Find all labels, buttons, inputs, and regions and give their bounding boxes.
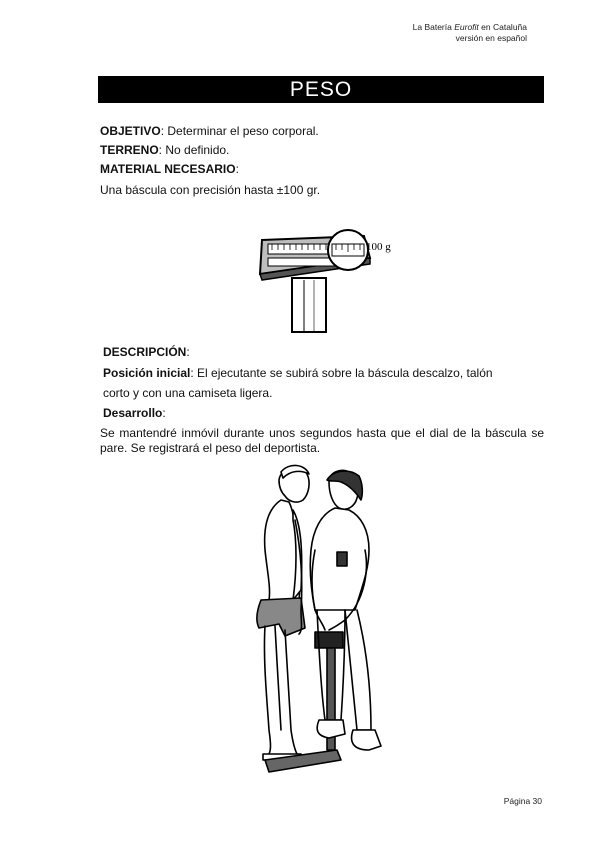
- desarrollo-label: Desarrollo: [103, 406, 163, 420]
- posicion-line: Posición inicial: El ejecutante se subirá sobre la báscula descalzo, talón: [103, 366, 493, 380]
- terreno-value: : No definido.: [158, 143, 230, 157]
- desarrollo-line-1: Se mantendré inmóvil durante unos segundos hasta que el dial de la báscula se: [100, 426, 544, 440]
- objetivo-line: [100, 124, 319, 138]
- descripcion-heading: DESCRIPCIÓN:: [103, 345, 190, 359]
- desarrollo-heading: Desarrollo:: [103, 406, 166, 420]
- header-line-1: La Batería Eurofit en Cataluña: [412, 22, 527, 32]
- desarrollo-paragraph: [100, 426, 544, 456]
- page-number: Página 30: [503, 796, 542, 806]
- scale-illustration: [252, 228, 412, 333]
- material-label: MATERIAL NECESARIO: [100, 162, 236, 176]
- material-line: MATERIAL NECESARIO:: [100, 162, 239, 176]
- material-value: Una báscula con precisión hasta ±100 gr.: [100, 183, 321, 197]
- posicion-line-2: corto y con una camiseta ligera.: [103, 386, 273, 400]
- desarrollo-line-2: pare. Se registrará el peso del deportista.: [100, 441, 321, 455]
- weighing-illustration: [245, 460, 395, 780]
- header-line-2: versión en español: [455, 32, 527, 43]
- objetivo-value: : Determinar el peso corporal.: [160, 124, 319, 138]
- posicion-label: Posición inicial: [103, 366, 191, 380]
- page-title: PESO: [98, 76, 544, 103]
- scale-reading: 100 g: [366, 241, 391, 253]
- terreno-line: [100, 143, 229, 157]
- objetivo-label: OBJETIVO: [100, 124, 161, 138]
- terreno-label: TERRENO: [100, 143, 159, 157]
- header-eurofit: Eurofit: [454, 22, 479, 32]
- running-header: [413, 22, 527, 43]
